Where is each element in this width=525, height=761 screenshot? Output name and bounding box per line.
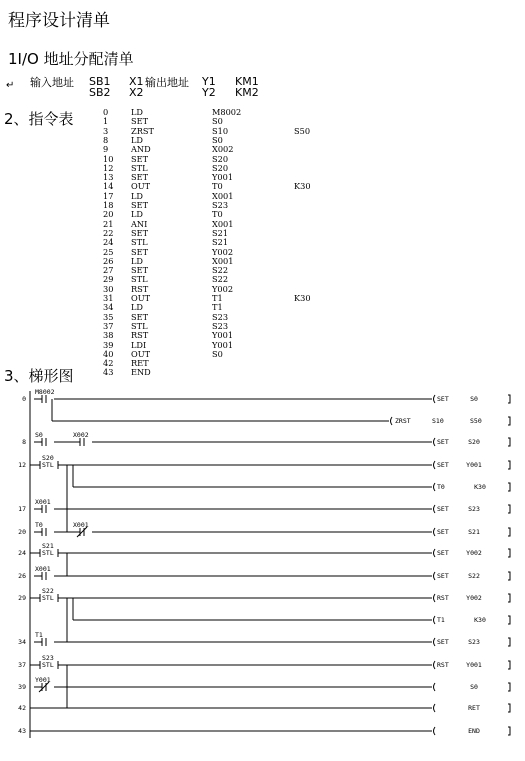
instruction-operand: S20 [212, 153, 229, 164]
contact-label: Y001 [35, 676, 51, 684]
instruction-box-operand: S0 [470, 395, 478, 403]
box-bracket [434, 661, 436, 669]
contact-label: X002 [73, 431, 89, 439]
instruction-step: 13 [103, 172, 114, 183]
instruction-operand: M8002 [212, 107, 242, 117]
instruction-box-operand: Y001 [466, 461, 482, 469]
instruction-operand: S20 [212, 162, 229, 173]
instruction-operand: X002 [212, 144, 234, 155]
box-bracket [508, 727, 510, 735]
stl-label: S23 [42, 654, 54, 662]
box-bracket [508, 549, 510, 557]
instruction-opcode: LDI [131, 339, 147, 350]
instruction-step: 21 [103, 218, 114, 229]
return-mark: ↵ [6, 80, 15, 91]
instruction-opcode: LD [131, 134, 144, 145]
instruction-opcode: SET [131, 153, 149, 164]
instruction-operand: S21 [212, 227, 229, 238]
instruction-operand: S0 [212, 348, 223, 359]
timer-coil-name: T1 [437, 616, 445, 624]
box-bracket [508, 438, 510, 446]
instruction-operand: Y001 [212, 339, 234, 350]
box-bracket [508, 528, 510, 536]
instruction-box-operand: Y002 [466, 594, 482, 602]
ladder-heading: 3、梯形图 [4, 367, 74, 385]
instruction-opcode: RST [131, 283, 149, 294]
box-bracket [434, 438, 436, 446]
instruction-box-operand: RET [468, 704, 480, 712]
instruction-box-op: RST [437, 661, 449, 669]
instruction-box-operand: Y002 [466, 549, 482, 557]
instruction-operand: X001 [212, 255, 234, 266]
instruction-opcode: SET [131, 227, 149, 238]
instruction-step: 34 [103, 302, 114, 313]
box-bracket [434, 395, 436, 403]
io-heading: 1I/O 地址分配清单 [8, 50, 134, 68]
instruction-step: 3 [103, 125, 109, 136]
instruction-opcode: RST [131, 330, 149, 341]
instruction-opcode: LD [131, 209, 144, 220]
instruction-operand: Y001 [212, 172, 234, 183]
instruction-box-constant: S50 [470, 417, 482, 425]
instruction-opcode: STL [131, 320, 148, 331]
instruction-step: 35 [103, 311, 114, 322]
instruction-operand: S0 [212, 116, 223, 127]
instruction-constant: K30 [294, 293, 311, 303]
instruction-operand: S0 [212, 134, 223, 145]
instruction-opcode: OUT [131, 293, 151, 303]
contact-label: T1 [35, 631, 43, 639]
step-number: 17 [18, 505, 26, 513]
instruction-opcode: ZRST [131, 125, 154, 136]
instruction-step: 29 [103, 274, 114, 285]
stl-label: S22 [42, 587, 54, 595]
output-addr: Y2 [202, 86, 216, 99]
instruction-opcode: STL [131, 237, 148, 248]
contact-label: X001 [35, 565, 51, 573]
instruction-opcode: RET [131, 358, 149, 369]
box-bracket [434, 616, 436, 624]
instruction-opcode: LD [131, 255, 144, 266]
stl-tag: STL [42, 594, 54, 602]
step-number: 0 [22, 395, 26, 403]
instruction-opcode: ANI [131, 218, 148, 229]
box-bracket [434, 461, 436, 469]
page-title: 程序设计清单 [8, 11, 110, 31]
box-bracket [434, 638, 436, 646]
box-bracket [434, 727, 436, 735]
instruction-opcode: SET [131, 116, 149, 127]
contact-label: M8002 [35, 388, 55, 396]
instruction-operand: T1 [212, 293, 223, 303]
instruction-box-operand: S23 [468, 505, 480, 513]
timer-coil-name: T0 [437, 483, 445, 491]
instruction-step: 20 [103, 209, 114, 220]
stl-tag: STL [42, 661, 54, 669]
instruction-operand: Y001 [212, 330, 234, 341]
step-number: 37 [18, 661, 26, 669]
instruction-box-operand: END [468, 727, 480, 735]
box-bracket [508, 683, 510, 691]
instruction-opcode: OUT [131, 181, 151, 192]
instruction-box-op: SET [437, 461, 449, 469]
box-bracket [508, 616, 510, 624]
instruction-step: 30 [103, 283, 114, 294]
step-number: 8 [22, 438, 26, 446]
instruction-step: 31 [103, 293, 114, 303]
step-number: 29 [18, 594, 26, 602]
instruction-constant: K30 [294, 181, 311, 192]
step-number: 39 [18, 683, 26, 691]
instruction-operand: S23 [212, 311, 229, 322]
instruction-box-operand: S0 [470, 683, 478, 691]
instruction-step: 37 [103, 320, 114, 331]
instruction-step: 26 [103, 255, 114, 266]
step-number: 34 [18, 638, 26, 646]
instruction-step: 27 [103, 265, 114, 276]
box-bracket [434, 572, 436, 580]
instruction-step: 43 [103, 367, 114, 378]
instruction-step: 0 [103, 107, 109, 117]
instruction-box-operand: S22 [468, 572, 480, 580]
box-bracket [508, 594, 510, 602]
box-bracket [508, 483, 510, 491]
output-addr: Y1 [202, 75, 216, 88]
box-bracket [391, 417, 393, 425]
stl-label: S21 [42, 542, 54, 550]
instruction-box-op: SET [437, 505, 449, 513]
contact-label: X001 [35, 498, 51, 506]
instruction-step: 8 [103, 134, 109, 145]
box-bracket [434, 549, 436, 557]
instruction-box-op: SET [437, 549, 449, 557]
instruction-constant: S50 [294, 125, 311, 136]
instruction-box-operand: S10 [432, 417, 444, 425]
box-bracket [434, 683, 436, 691]
box-bracket [434, 528, 436, 536]
instruction-box-op: ZRST [395, 417, 411, 425]
step-number: 20 [18, 528, 26, 536]
instruction-operand: S22 [212, 265, 229, 276]
stl-label: S20 [42, 454, 54, 462]
input-addr: X2 [129, 86, 144, 99]
input-addr: X1 [129, 75, 144, 88]
box-bracket [508, 395, 510, 403]
box-bracket [434, 704, 436, 712]
instruction-opcode: LD [131, 190, 144, 201]
stl-tag: STL [42, 549, 54, 557]
instruction-operand: T1 [212, 302, 223, 313]
step-number: 42 [18, 704, 26, 712]
instruction-box-constant: K30 [474, 483, 486, 491]
box-bracket [434, 483, 436, 491]
instruction-box-op: SET [437, 638, 449, 646]
input-name: SB1 [89, 75, 111, 88]
step-number: 26 [18, 572, 26, 580]
instruction-step: 14 [103, 181, 114, 192]
instruction-step: 9 [103, 144, 109, 155]
instruction-step: 39 [103, 339, 114, 350]
instruction-operand: S23 [212, 200, 229, 210]
instruction-step: 10 [103, 153, 114, 164]
box-bracket [434, 594, 436, 602]
instruction-operand: T0 [212, 209, 223, 220]
input-name: SB2 [89, 86, 111, 99]
output-label: 输出地址 [145, 76, 189, 89]
instruction-box-op: SET [437, 572, 449, 580]
instruction-box-operand: Y001 [466, 661, 482, 669]
stl-tag: STL [42, 461, 54, 469]
box-bracket [508, 704, 510, 712]
instruction-step: 25 [103, 246, 114, 257]
instruction-step: 42 [103, 358, 114, 369]
instruction-operand: T0 [212, 181, 223, 192]
step-number: 43 [18, 727, 26, 735]
box-bracket [508, 417, 510, 425]
instruction-operand: X001 [212, 218, 234, 229]
box-bracket [508, 505, 510, 513]
instruction-heading: 2、指令表 [4, 110, 74, 128]
contact-label: T0 [35, 521, 43, 529]
box-bracket [508, 572, 510, 580]
input-label: 输入地址 [30, 76, 74, 89]
step-number: 12 [18, 461, 26, 469]
output-device: KM1 [235, 75, 259, 88]
contact-label: X001 [73, 521, 89, 529]
instruction-opcode: SET [131, 265, 149, 276]
instruction-operand: X001 [212, 190, 234, 201]
instruction-opcode: OUT [131, 348, 151, 359]
instruction-opcode: SET [131, 200, 149, 210]
box-bracket [434, 505, 436, 513]
instruction-operand: Y002 [212, 283, 234, 294]
instruction-opcode: STL [131, 274, 148, 285]
instruction-step: 22 [103, 227, 114, 238]
ladder-diagram [0, 383, 525, 761]
instruction-operand: S23 [212, 320, 229, 331]
box-bracket [508, 461, 510, 469]
instruction-operand: S21 [212, 237, 229, 248]
instruction-box-operand: S21 [468, 528, 480, 536]
instruction-step: 18 [103, 200, 114, 210]
instruction-opcode: STL [131, 162, 148, 173]
instruction-opcode: LD [131, 302, 144, 313]
box-bracket [508, 661, 510, 669]
instruction-step: 12 [103, 162, 114, 173]
instruction-operand: S10 [212, 125, 229, 136]
instruction-box-op: RST [437, 594, 449, 602]
contact-label: S0 [35, 431, 43, 439]
instruction-step: 1 [103, 116, 109, 127]
instruction-box-constant: K30 [474, 616, 486, 624]
box-bracket [508, 638, 510, 646]
instruction-opcode: SET [131, 311, 149, 322]
step-number: 24 [18, 549, 26, 557]
instruction-step: 24 [103, 237, 114, 248]
instruction-opcode: SET [131, 172, 149, 183]
instruction-opcode: SET [131, 246, 149, 257]
instruction-step: 38 [103, 330, 114, 341]
instruction-box-operand: S20 [468, 438, 480, 446]
instruction-box-op: SET [437, 528, 449, 536]
instruction-box-op: SET [437, 395, 449, 403]
instruction-box-op: SET [437, 438, 449, 446]
instruction-opcode: AND [131, 144, 151, 155]
instruction-opcode: LD [131, 107, 144, 117]
instruction-operand: Y002 [212, 246, 234, 257]
instruction-operand: S22 [212, 274, 229, 285]
instruction-box-operand: S23 [468, 638, 480, 646]
output-device: KM2 [235, 86, 259, 99]
instruction-step: 17 [103, 190, 114, 201]
instruction-step: 40 [103, 348, 114, 359]
instruction-opcode: END [131, 367, 151, 378]
